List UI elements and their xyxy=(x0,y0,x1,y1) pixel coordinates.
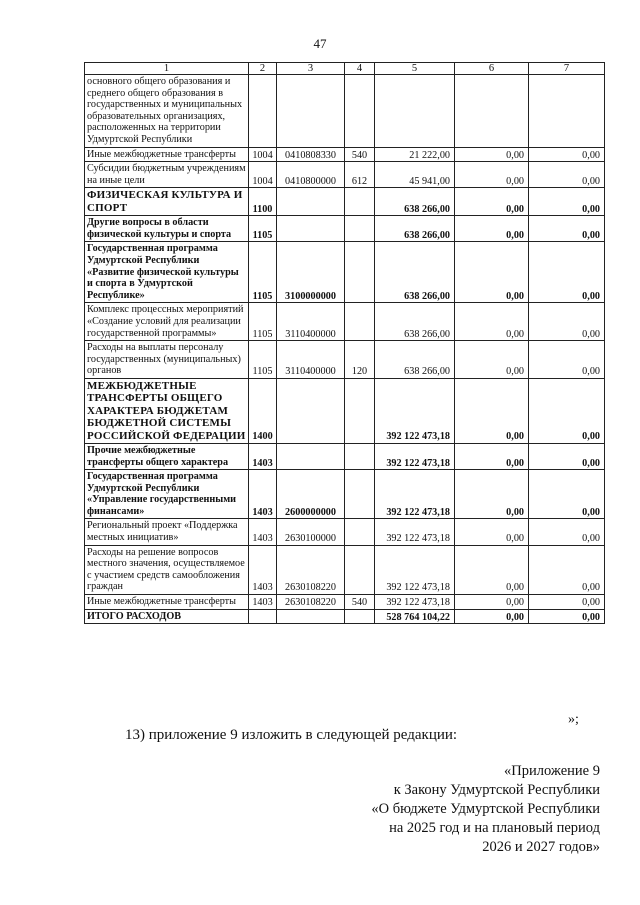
cell-amount-2027: 0,00 xyxy=(529,609,605,624)
cell-expense-type xyxy=(345,470,375,519)
cell-section-code: 1004 xyxy=(249,162,277,188)
cell-amount-2027: 0,00 xyxy=(529,595,605,610)
cell-expense-type xyxy=(345,609,375,624)
cell-name: Прочие межбюджетные трансферты общего характера xyxy=(85,443,249,469)
appendix-line-4: на 2025 год и на плановый период xyxy=(389,820,600,836)
cell-name: Государственная программа Удмуртской Республики «Управление государственными финансами» xyxy=(85,470,249,519)
cell-amount-2026: 0,00 xyxy=(455,242,529,303)
cell-amount-2027: 0,00 xyxy=(529,378,605,443)
cell-name: ИТОГО РАСХОДОВ xyxy=(85,609,249,624)
cell-amount-2026 xyxy=(455,75,529,148)
appendix-line-1: «Приложение 9 xyxy=(504,763,600,779)
cell-amount-2025: 45 941,00 xyxy=(375,162,455,188)
cell-section-code xyxy=(249,75,277,148)
cell-section-code: 1105 xyxy=(249,303,277,341)
cell-amount-2025: 638 266,00 xyxy=(375,188,455,216)
cell-amount-2025: 638 266,00 xyxy=(375,216,455,242)
cell-amount-2027: 0,00 xyxy=(529,188,605,216)
cell-section-code: 1100 xyxy=(249,188,277,216)
cell-amount-2027: 0,00 xyxy=(529,147,605,162)
appendix-line-5: 2026 и 2027 годов» xyxy=(482,839,600,855)
cell-expense-type xyxy=(345,545,375,594)
cell-target-code: 3100000000 xyxy=(277,242,345,303)
header-col-2: 2 xyxy=(249,63,277,75)
table-row xyxy=(85,216,605,242)
cell-amount-2027: 0,00 xyxy=(529,303,605,341)
table-row xyxy=(85,609,605,624)
cell-name: Расходы на решение вопросов местного значения, осуществляемое с участием средств самообложения граждан xyxy=(85,545,249,594)
page-number: 47 xyxy=(313,36,327,51)
cell-amount-2025: 638 266,00 xyxy=(375,341,455,379)
table-row xyxy=(85,147,605,162)
cell-name: Другие вопросы в области физической культуры и спорта xyxy=(85,216,249,242)
cell-amount-2025: 392 122 473,18 xyxy=(375,470,455,519)
table-row xyxy=(85,378,605,443)
cell-amount-2025: 528 764 104,22 xyxy=(375,609,455,624)
cell-amount-2026: 0,00 xyxy=(455,470,529,519)
cell-amount-2026: 0,00 xyxy=(455,162,529,188)
header-col-6: 6 xyxy=(455,63,529,75)
cell-expense-type xyxy=(345,75,375,148)
cell-amount-2026: 0,00 xyxy=(455,341,529,379)
cell-name: ФИЗИЧЕСКАЯ КУЛЬТУРА И СПОРТ xyxy=(85,188,249,216)
table-row xyxy=(85,188,605,216)
cell-amount-2027 xyxy=(529,75,605,148)
cell-amount-2025: 638 266,00 xyxy=(375,242,455,303)
table-header-row xyxy=(85,63,605,75)
cell-name: Иные межбюджетные трансферты xyxy=(85,595,249,610)
cell-target-code: 3110400000 xyxy=(277,303,345,341)
cell-target-code: 2600000000 xyxy=(277,470,345,519)
cell-target-code xyxy=(277,609,345,624)
cell-target-code xyxy=(277,443,345,469)
cell-name: основного общего образования и среднего общего образования в государственных и муниципальных образовательных организациях, расположенных на территории Удмуртской Республики xyxy=(85,75,249,148)
cell-name: Комплекс процессных мероприятий «Создание условий для реализации государственной программы» xyxy=(85,303,249,341)
cell-target-code: 2630108220 xyxy=(277,545,345,594)
cell-expense-type xyxy=(345,303,375,341)
table-row xyxy=(85,470,605,519)
cell-section-code: 1400 xyxy=(249,378,277,443)
cell-section-code: 1403 xyxy=(249,443,277,469)
cell-target-code xyxy=(277,75,345,148)
cell-amount-2027: 0,00 xyxy=(529,470,605,519)
cell-section-code: 1403 xyxy=(249,595,277,610)
cell-target-code: 2630100000 xyxy=(277,519,345,545)
table-row xyxy=(85,443,605,469)
cell-amount-2026: 0,00 xyxy=(455,519,529,545)
cell-amount-2025: 392 122 473,18 xyxy=(375,545,455,594)
table-row xyxy=(85,75,605,148)
cell-section-code: 1004 xyxy=(249,147,277,162)
appendix-line-2: к Закону Удмуртской Республики xyxy=(393,782,600,798)
cell-amount-2027: 0,00 xyxy=(529,341,605,379)
cell-expense-type: 120 xyxy=(345,341,375,379)
table-row xyxy=(85,519,605,545)
cell-amount-2027: 0,00 xyxy=(529,443,605,469)
cell-section-code: 1403 xyxy=(249,519,277,545)
cell-target-code xyxy=(277,188,345,216)
header-col-7: 7 xyxy=(529,63,605,75)
cell-expense-type xyxy=(345,188,375,216)
table-row xyxy=(85,341,605,379)
cell-expense-type xyxy=(345,443,375,469)
cell-name: Субсидии бюджетным учреждениям на иные цели xyxy=(85,162,249,188)
header-col-3: 3 xyxy=(277,63,345,75)
quote-closing: »; xyxy=(568,712,579,727)
cell-amount-2027: 0,00 xyxy=(529,242,605,303)
cell-amount-2026: 0,00 xyxy=(455,545,529,594)
cell-target-code: 3110400000 xyxy=(277,341,345,379)
cell-amount-2026: 0,00 xyxy=(455,216,529,242)
cell-amount-2025: 392 122 473,18 xyxy=(375,443,455,469)
cell-name: Иные межбюджетные трансферты xyxy=(85,147,249,162)
header-col-5: 5 xyxy=(375,63,455,75)
cell-amount-2026: 0,00 xyxy=(455,147,529,162)
cell-amount-2026: 0,00 xyxy=(455,303,529,341)
cell-amount-2026: 0,00 xyxy=(455,609,529,624)
cell-name: Государственная программа Удмуртской Республики «Развитие физической культуры и спорта в Удмуртской Республике» xyxy=(85,242,249,303)
budget-table xyxy=(84,62,605,624)
cell-target-code: 0410808330 xyxy=(277,147,345,162)
cell-name: МЕЖБЮДЖЕТНЫЕ ТРАНСФЕРТЫ ОБЩЕГО ХАРАКТЕРА БЮДЖЕТАМ БЮДЖЕТНОЙ СИСТЕМЫ РОССИЙСКОЙ ФЕДЕРАЦИИ xyxy=(85,378,249,443)
table-row xyxy=(85,545,605,594)
cell-amount-2025: 392 122 473,18 xyxy=(375,378,455,443)
cell-amount-2027: 0,00 xyxy=(529,545,605,594)
cell-section-code: 1105 xyxy=(249,242,277,303)
cell-section-code: 1105 xyxy=(249,341,277,379)
cell-amount-2025 xyxy=(375,75,455,148)
cell-target-code: 0410800000 xyxy=(277,162,345,188)
appendix-line-3: «О бюджете Удмуртской Республики xyxy=(371,801,600,817)
cell-expense-type xyxy=(345,519,375,545)
cell-target-code xyxy=(277,378,345,443)
cell-amount-2025: 392 122 473,18 xyxy=(375,519,455,545)
cell-amount-2027: 0,00 xyxy=(529,162,605,188)
header-col-4: 4 xyxy=(345,63,375,75)
cell-amount-2027: 0,00 xyxy=(529,519,605,545)
appendix-heading xyxy=(240,762,600,857)
cell-amount-2026: 0,00 xyxy=(455,378,529,443)
cell-section-code: 1403 xyxy=(249,470,277,519)
cell-expense-type xyxy=(345,242,375,303)
cell-expense-type: 612 xyxy=(345,162,375,188)
table-row xyxy=(85,162,605,188)
cell-amount-2025: 638 266,00 xyxy=(375,303,455,341)
table-row xyxy=(85,303,605,341)
table-body xyxy=(85,75,605,624)
cell-amount-2025: 21 222,00 xyxy=(375,147,455,162)
cell-amount-2025: 392 122 473,18 xyxy=(375,595,455,610)
cell-expense-type xyxy=(345,378,375,443)
cell-amount-2026: 0,00 xyxy=(455,595,529,610)
cell-amount-2026: 0,00 xyxy=(455,443,529,469)
header-col-1: 1 xyxy=(85,63,249,75)
cell-name: Региональный проект «Поддержка местных инициатив» xyxy=(85,519,249,545)
amendment-item-13: 13) приложение 9 изложить в следующей редакции: xyxy=(125,727,458,743)
cell-name: Расходы на выплаты персоналу государственных (муниципальных) органов xyxy=(85,341,249,379)
table-row xyxy=(85,595,605,610)
cell-target-code xyxy=(277,216,345,242)
table-row xyxy=(85,242,605,303)
cell-section-code: 1403 xyxy=(249,545,277,594)
cell-expense-type: 540 xyxy=(345,147,375,162)
cell-amount-2027: 0,00 xyxy=(529,216,605,242)
cell-target-code: 2630108220 xyxy=(277,595,345,610)
cell-section-code: 1105 xyxy=(249,216,277,242)
cell-expense-type xyxy=(345,216,375,242)
cell-amount-2026: 0,00 xyxy=(455,188,529,216)
cell-section-code xyxy=(249,609,277,624)
cell-expense-type: 540 xyxy=(345,595,375,610)
